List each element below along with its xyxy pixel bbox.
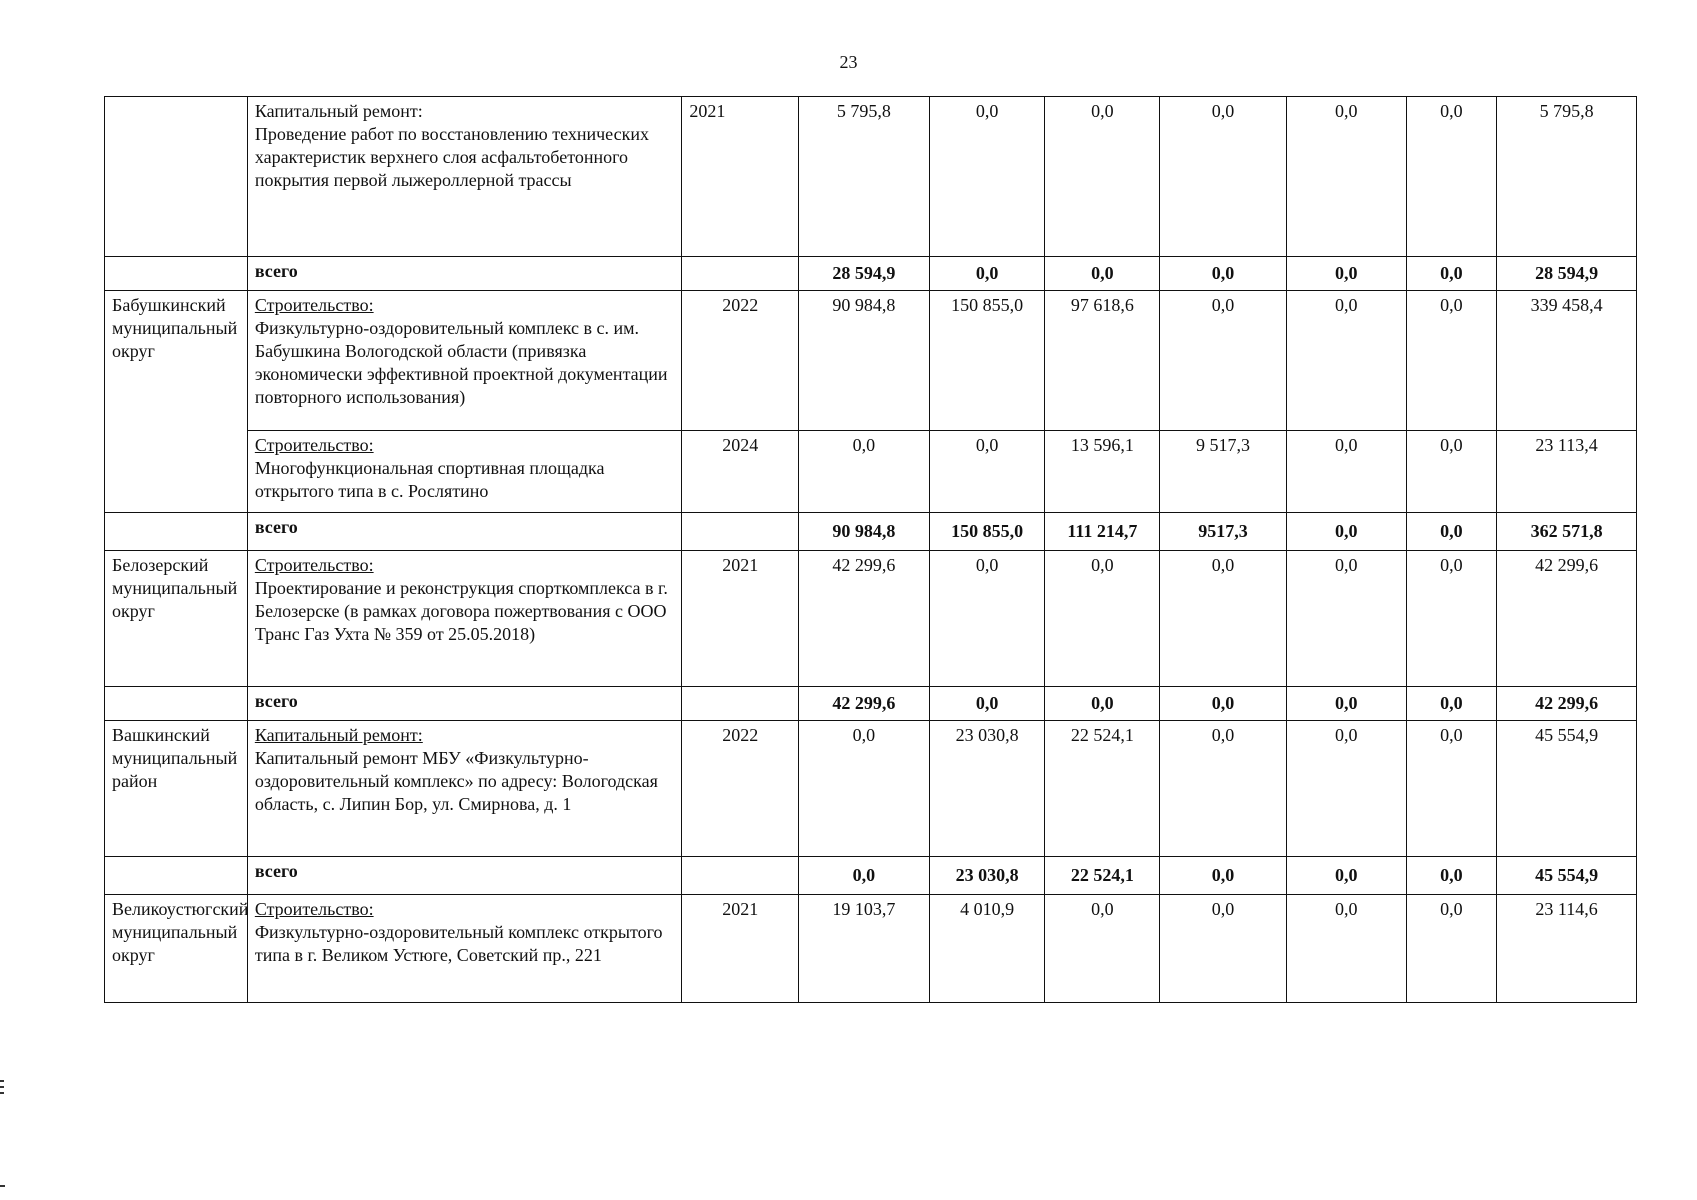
table-row: [105, 551, 1637, 687]
region-cell: [105, 257, 248, 291]
object-description: Физкультурно-оздоровительный комплекс открытого типа в г. Великом Устюге, Советский пр., 221: [254, 922, 663, 966]
year-cell: 2024: [682, 431, 799, 513]
total-value: 28 594,9: [799, 257, 930, 291]
value-cell: 42 299,6: [1497, 551, 1637, 687]
total-value: 0,0: [1045, 257, 1160, 291]
work-kind: Строительство:: [254, 899, 374, 919]
total-value: 111 214,7: [1045, 513, 1160, 551]
value-cell: 0,0: [1406, 291, 1497, 431]
object-cell: [247, 291, 682, 431]
total-value: 0,0: [1406, 687, 1497, 721]
total-value: 45 554,9: [1497, 857, 1637, 895]
total-value: 362 571,8: [1497, 513, 1637, 551]
value-cell: 0,0: [1406, 97, 1497, 257]
total-value: 0,0: [1045, 687, 1160, 721]
total-value: 28 594,9: [1497, 257, 1637, 291]
total-row: [105, 857, 1637, 895]
table-row: [105, 291, 1637, 431]
value-cell: 339 458,4: [1497, 291, 1637, 431]
work-kind: Строительство:: [254, 435, 374, 455]
total-row: [105, 513, 1637, 551]
total-value: 0,0: [1406, 513, 1497, 551]
table-row: [105, 721, 1637, 857]
table-row: [105, 895, 1637, 1003]
value-cell: 0,0: [1406, 431, 1497, 513]
value-cell: 42 299,6: [799, 551, 930, 687]
value-cell: 45 554,9: [1497, 721, 1637, 857]
value-cell: 0,0: [1406, 895, 1497, 1003]
value-cell: 0,0: [1160, 895, 1287, 1003]
object-description: Многофункциональная спортивная площадка открытого типа в с. Рослятино: [254, 458, 605, 502]
value-cell: 0,0: [1160, 721, 1287, 857]
total-value: 0,0: [929, 687, 1045, 721]
value-cell: 0,0: [1406, 551, 1497, 687]
value-cell: 23 114,6: [1497, 895, 1637, 1003]
work-kind: Строительство:: [254, 295, 374, 315]
page-number: 23: [839, 52, 858, 72]
value-cell: 0,0: [1286, 431, 1406, 513]
value-cell: 0,0: [1160, 551, 1287, 687]
total-value: 23 030,8: [929, 857, 1045, 895]
total-value: 0,0: [1160, 257, 1287, 291]
table-row: [105, 97, 1637, 257]
total-value: 0,0: [929, 257, 1045, 291]
value-cell: 90 984,8: [799, 291, 930, 431]
object-cell: [247, 895, 682, 1003]
object-description: Физкультурно-оздоровительный комплекс в с. им. Бабушкина Вологодской области (привязка экономически эффективной проектной документации повторного использования): [254, 318, 668, 408]
value-cell: 0,0: [1160, 97, 1287, 257]
value-cell: 0,0: [1286, 895, 1406, 1003]
value-cell: 19 103,7: [799, 895, 930, 1003]
value-cell: 0,0: [1045, 895, 1160, 1003]
region-cell: [105, 687, 248, 721]
table-row: [105, 431, 1637, 513]
region-cell: [105, 97, 248, 257]
total-label: всего: [247, 857, 682, 895]
work-kind: Строительство:: [254, 555, 374, 575]
object-cell: [247, 551, 682, 687]
value-cell: 0,0: [929, 431, 1045, 513]
total-value: 0,0: [799, 857, 930, 895]
region-cell: [105, 857, 248, 895]
year-cell: [682, 857, 799, 895]
value-cell: 0,0: [1045, 551, 1160, 687]
object-cell: [247, 721, 682, 857]
value-cell: 0,0: [1160, 291, 1287, 431]
year-cell: 2021: [682, 895, 799, 1003]
year-cell: [682, 257, 799, 291]
total-row: [105, 257, 1637, 291]
object-description: Проектирование и реконструкция спорткомплекса в г. Белозерске (в рамках договора пожертвования с ООО Транс Газ Ухта № 359 от 25.05.2018): [254, 578, 668, 645]
funding-table: [104, 96, 1637, 1003]
total-value: 0,0: [1160, 857, 1287, 895]
value-cell: 0,0: [799, 721, 930, 857]
region-cell: Белозерский муниципальный округ: [105, 551, 248, 687]
year-cell: [682, 513, 799, 551]
total-value: 22 524,1: [1045, 857, 1160, 895]
value-cell: 0,0: [799, 431, 930, 513]
value-cell: 97 618,6: [1045, 291, 1160, 431]
value-cell: 13 596,1: [1045, 431, 1160, 513]
value-cell: 0,0: [929, 551, 1045, 687]
value-cell: 22 524,1: [1045, 721, 1160, 857]
value-cell: 0,0: [1286, 97, 1406, 257]
value-cell: 0,0: [1406, 721, 1497, 857]
year-cell: 2022: [682, 721, 799, 857]
scan-edge-marks: [0, 1080, 4, 1098]
value-cell: 23 113,4: [1497, 431, 1637, 513]
scan-edge-tick: [0, 1185, 5, 1187]
total-value: 0,0: [1286, 513, 1406, 551]
total-value: 0,0: [1160, 687, 1287, 721]
total-label: всего: [247, 513, 682, 551]
value-cell: 0,0: [929, 97, 1045, 257]
total-value: 0,0: [1406, 257, 1497, 291]
total-label: всего: [247, 257, 682, 291]
value-cell: 23 030,8: [929, 721, 1045, 857]
total-value: 0,0: [1286, 687, 1406, 721]
value-cell: 9 517,3: [1160, 431, 1287, 513]
total-value: 150 855,0: [929, 513, 1045, 551]
object-description: Проведение работ по восстановлению технических характеристик верхнего слоя асфальтобетонного покрытия первой лыжероллерной трассы: [254, 124, 649, 191]
total-row: [105, 687, 1637, 721]
value-cell: 5 795,8: [799, 97, 930, 257]
value-cell: 0,0: [1286, 721, 1406, 857]
year-cell: 2022: [682, 291, 799, 431]
total-value: 0,0: [1286, 857, 1406, 895]
work-kind: Капитальный ремонт:: [254, 725, 423, 745]
total-value: 9517,3: [1160, 513, 1287, 551]
total-value: 0,0: [1406, 857, 1497, 895]
total-value: 90 984,8: [799, 513, 930, 551]
object-cell: [247, 97, 682, 257]
region-cell: [105, 513, 248, 551]
region-cell: Бабушкинский муниципальный округ: [105, 291, 248, 513]
work-kind: Капитальный ремонт:: [254, 101, 423, 121]
year-cell: 2021: [682, 551, 799, 687]
value-cell: 0,0: [1286, 291, 1406, 431]
year-cell: 2021: [682, 97, 799, 257]
object-cell: [247, 431, 682, 513]
value-cell: 150 855,0: [929, 291, 1045, 431]
object-description: Капитальный ремонт МБУ «Физкультурно-оздоровительный комплекс» по адресу: Вологодская область, с. Липин Бор, ул. Смирнова, д. 1: [254, 748, 658, 815]
value-cell: 0,0: [1045, 97, 1160, 257]
total-label: всего: [247, 687, 682, 721]
value-cell: 4 010,9: [929, 895, 1045, 1003]
year-cell: [682, 687, 799, 721]
region-cell: Великоустюгский муниципальный округ: [105, 895, 248, 1003]
total-value: 42 299,6: [1497, 687, 1637, 721]
total-value: 0,0: [1286, 257, 1406, 291]
total-value: 42 299,6: [799, 687, 930, 721]
value-cell: 5 795,8: [1497, 97, 1637, 257]
value-cell: 0,0: [1286, 551, 1406, 687]
region-cell: Вашкинский муниципальный район: [105, 721, 248, 857]
